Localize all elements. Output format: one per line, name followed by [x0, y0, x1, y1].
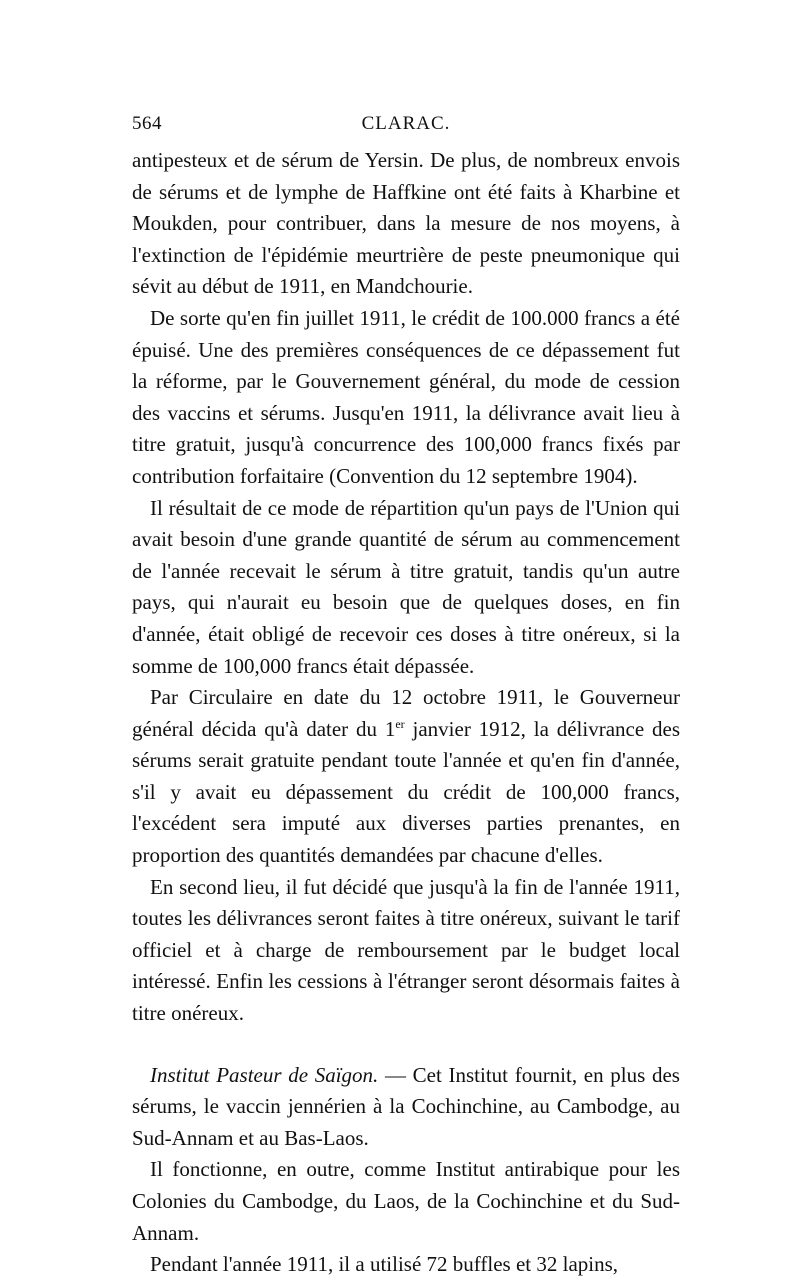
paragraph-5: En second lieu, il fut décidé que jusqu'à la fin de l'année 1911, toutes les délivrances seront faites à titre onéreux, suivant le tarif officiel et à charge de remboursement par le budget local intéressé. Enfin les cessions à l'étranger seront désormais faites à titre onéreux. [132, 874, 680, 1026]
section-heading: Institut Pasteur de Saïgon. [150, 1062, 379, 1087]
paragraph-4-day: 1 [384, 716, 396, 741]
page-number: 564 [132, 113, 162, 134]
section-paragraph-3: Pendant l'année 1911, il a utilisé 72 buffles et 32 lapins, [150, 1252, 619, 1277]
section-paragraph-2: Il fonctionne, en outre, comme Institut antirabique pour les Colonies du Cambodge, du Laos, de la Cochinchine et du Sud-Annam. [132, 1157, 680, 1245]
section-paragraph-1 [132, 1060, 680, 1155]
paragraph-4-lead: Par Circulaire en date du 12 octobre 1911, le Gouverneur général décida qu'à dater du [132, 685, 680, 741]
page-body [132, 145, 680, 1281]
paragraph-4 [132, 682, 680, 872]
paragraph-4-rest: janvier 1912, la délivrance des sérums serait gratuite pendant toute l'année et qu'en fin d'année, s'il y avait eu dépassement du crédit de 100,000 francs, l'excédent sera imputé aux diverses parties prenantes, en proportion des quantités demandées par chacune d'elles. [132, 716, 680, 868]
section-gap [132, 1030, 680, 1060]
paragraph-2: De sorte qu'en fin juillet 1911, le crédit de 100.000 francs a été épuisé. Une des premières conséquences de ce dépassement fut la réforme, par le Gouvernement général, du mode de cession des vaccins et sérums. Jusqu'en 1911, la délivrance avait lieu à titre gratuit, jusqu'à concurrence des 100,000 francs fixés par contribution forfaitaire (Convention du 12 septembre 1904). [132, 305, 680, 488]
section-heading-tail: — Cet Institut fournit, en plus des sérums, le vaccin jennérien à la Cochinchine, au Cambodge, au Sud-Annam et au Bas-Laos. [132, 1062, 680, 1150]
page-header [132, 113, 680, 143]
paragraph-4-superscript: er [395, 716, 405, 731]
running-title: CLARAC. [361, 113, 451, 134]
paragraph-3: Il résultait de ce mode de répartition qu'un pays de l'Union qui avait besoin d'une grande quantité de sérum au commencement de l'année recevait le sérum à titre gratuit, tandis qu'un autre pays, qui n'aurait eu besoin que de quelques doses, en fin d'année, était obligé de recevoir ces doses à titre onéreux, si la somme de 100,000 francs était dépassée. [132, 495, 680, 678]
paragraph-1: antipesteux et de sérum de Yersin. De plus, de nombreux envois de sérums et de lymphe de Haffkine ont été faits à Kharbine et Moukden, pour contribuer, dans la mesure de nos moyens, à l'extinction de l'épidémie meurtrière de peste pneumonique qui sévit au début de 1911, en Mandchourie. [132, 148, 680, 299]
